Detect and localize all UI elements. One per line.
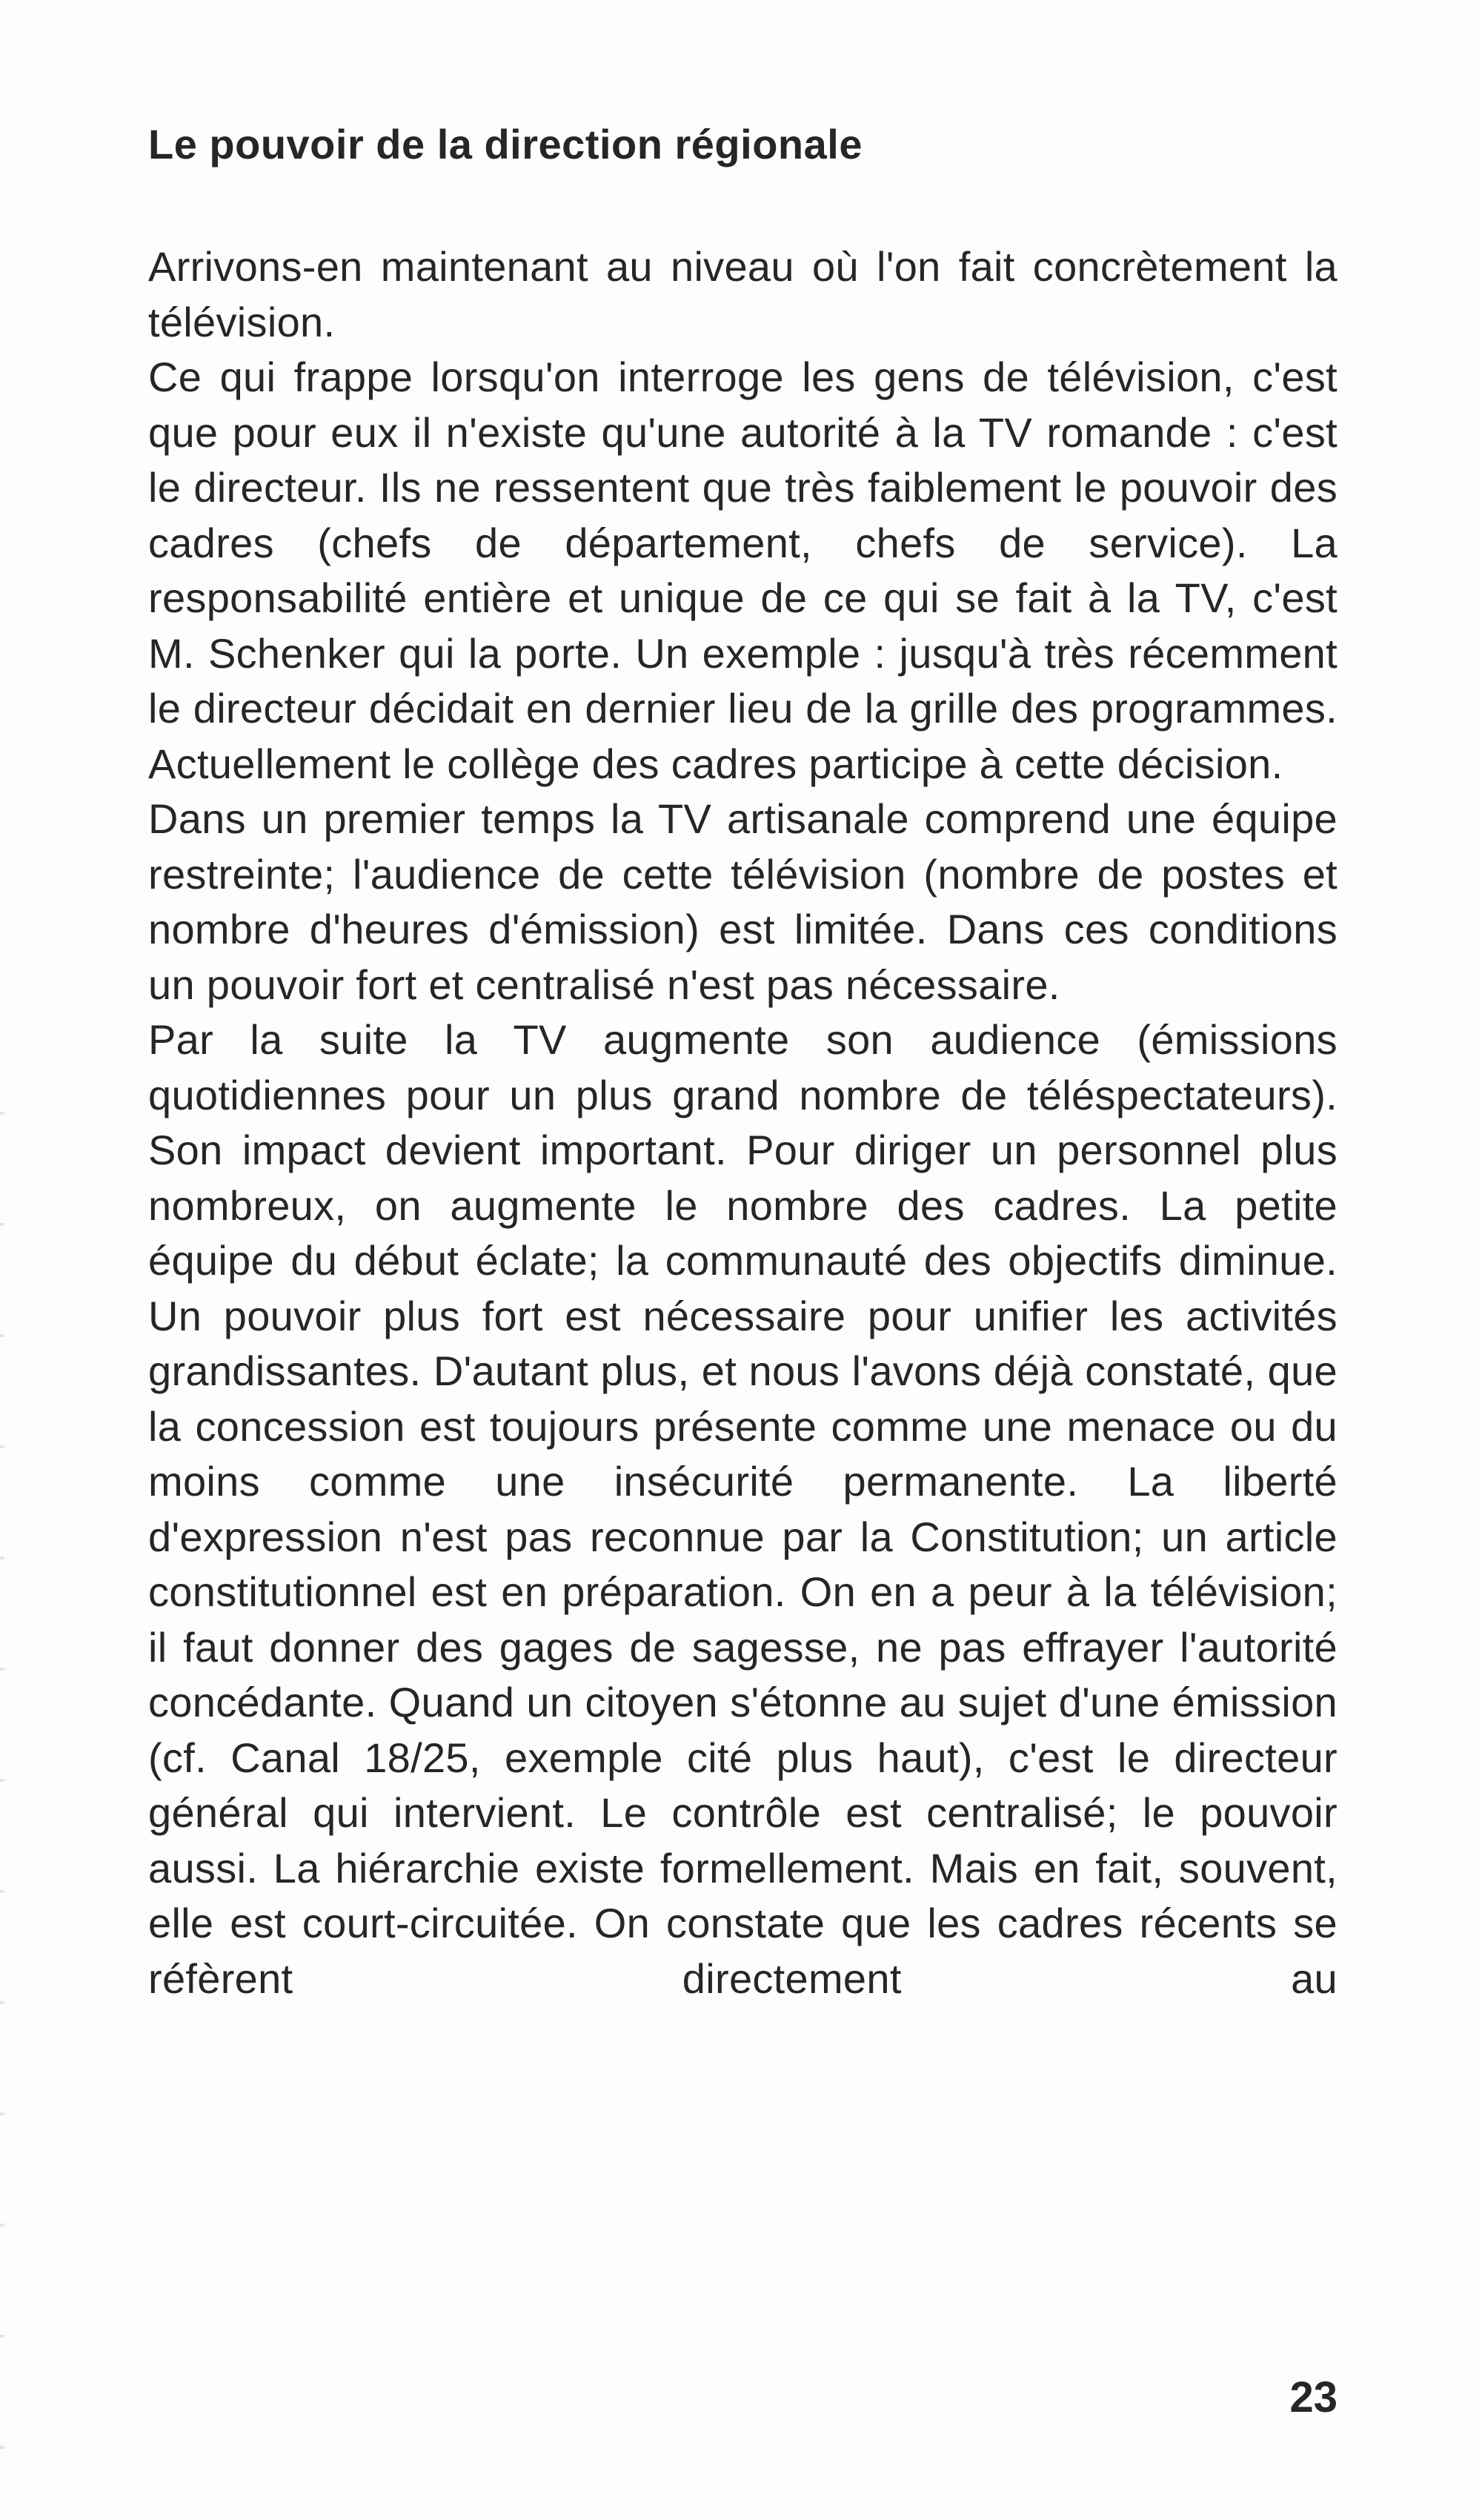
section-heading: Le pouvoir de la direction régionale [148, 121, 863, 168]
scan-edge-marks [0, 1112, 4, 2520]
paragraph-1: Arrivons-en maintenant au niveau où l'on fait concrètement la télévision. [148, 243, 1338, 345]
page-number: 23 [1289, 2373, 1338, 2421]
paragraph-2: Ce qui frappe lorsqu'on interroge les gens de télévision, c'est que pour eux il n'existe qu'une autorité à la TV romande : c'est le directeur. Ils ne ressentent que très faiblement le pouvoir des cadres (chefs de département, chefs de service). La responsabilité entière et unique de ce qui se fait à la TV, c'est M. Schenker qui la porte. Un exemple : jusqu'à très récemment le directeur décidait en dernier lieu de la grille des programmes. Actuellement le collège des cadres participe à cette décision. [148, 354, 1338, 787]
paragraph-3: Dans un premier temps la TV artisanale comprend une équipe restreinte; l'audience de cette télévision (nombre de postes et nombre d'heures d'émission) est limitée. Dans ces conditions un pouvoir fort et centralisé n'est pas nécessaire. [148, 795, 1338, 1008]
body-text [148, 239, 1338, 2006]
page-content [148, 119, 1338, 2006]
paragraph-4: Par la suite la TV augmente son audience (émissions quotidiennes pour un plus grand nombre de téléspectateurs). Son impact devient important. Pour diriger un personnel plus nombreux, on augmente le nombre des cadres. La petite équipe du début éclate; la communauté des objectifs diminue. Un pouvoir plus fort est nécessaire pour unifier les activités grandissantes. D'autant plus, et nous l'avons déjà constaté, que la concession est toujours présente comme une menace ou du moins comme une insécurité permanente. La liberté d'expression n'est pas reconnue par la Constitution; un article constitutionnel est en préparation. On en a peur à la télévision; il faut donner des gages de sagesse, ne pas effrayer l'autorité concédante. Quand un citoyen s'étonne au sujet d'une émission (cf. Canal 18/25, exemple cité plus haut), c'est le directeur général qui intervient. Le contrôle est centralisé; le pouvoir aussi. La hiérarchie existe formellement. Mais en fait, souvent, elle est court-circuitée. On constate que les cadres récents se réfèrent directement au [148, 1016, 1338, 2002]
